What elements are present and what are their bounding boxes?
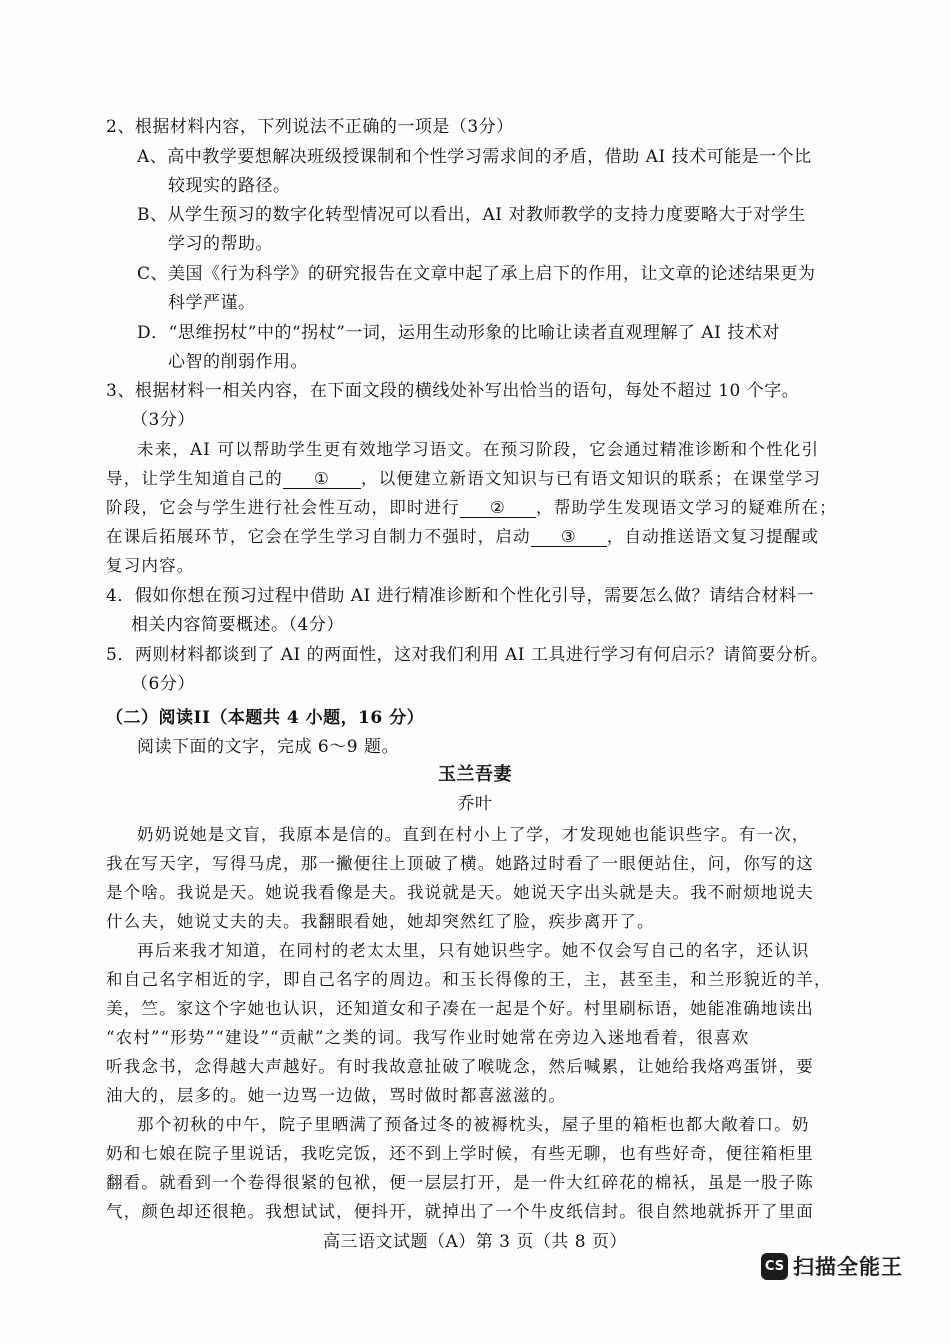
q3-passage-line: 未来，AI 可以帮助学生更有效地学习语文。在预习阶段，它会通过精准诊断和个性化引 — [137, 440, 820, 459]
q3-passage-line: 复习内容。 — [106, 556, 195, 575]
watermark-text: 扫描全能王 — [793, 1255, 903, 1279]
story-line: 听我念书，念得越大声越好。有时我故意扯破了喉咙念，然后喊累，让她给我烙鸡蛋饼，要 — [106, 1057, 814, 1076]
story-line: 我在写天字，写得马虎，那一撇便往上顶破了横。她路过时看了一眼便站住，问，你写的这 — [106, 854, 814, 873]
story-line: 奶奶说她是文盲，我原本是信的。直到在村小上了学，才发现她也能识些字。有一次， — [137, 825, 810, 844]
q2-option-b: B、从学生预习的数字化转型情况可以看出，AI 对教师教学的支持力度要略大于对学生 — [137, 205, 806, 225]
q5-stem: 5．两则材料都谈到了 AI 的两面性，这对我们利用 AI 工具进行学习有何启示？请简要分析。 — [106, 645, 829, 665]
q3-score: （3分） — [131, 410, 195, 430]
q2-stem: 2、根据材料内容，下列说法不正确的一项是（3分） — [106, 117, 514, 137]
q3-blank-1: ① — [283, 470, 361, 489]
q3-passage-text: ，帮助学生发现语文学习的疑难所在； — [536, 498, 837, 517]
q3-passage-text: 导，让学生知道自己的 — [106, 469, 283, 488]
story-line: 气，颜色却还很艳。我想试试，便抖开，就掉出了一个牛皮纸信封。很自然地就拆开了里面 — [106, 1202, 814, 1221]
story-line: 奶和七娘在院子里说话，我吃完饭，还不到上学时候，有些无聊，也有些好奇，便往箱柜里 — [106, 1144, 814, 1163]
q3-passage-line — [106, 469, 821, 489]
story-line: 油大的，层多的。她一边骂一边做，骂时做时都喜滋滋的。 — [106, 1086, 567, 1105]
scanner-watermark — [761, 1251, 903, 1281]
q2-option-a: A、高中教学要想解决班级授课制和个性学习需求间的矛盾，借助 AI 技术可能是一个比 — [137, 147, 812, 167]
story-line: 翻看。就看到一个卷得很紧的包袱，便一层层打开，是一件大红碎花的棉袄，虽是一股子陈 — [106, 1173, 814, 1192]
q2-option-b-cont: 学习的帮助。 — [168, 234, 273, 254]
q3-passage-text: 阶段，它会与学生进行社会性互动，即时进行 — [106, 498, 460, 517]
q2-option-d: D．“思维拐杖”中的“拐杖”一词，运用生动形象的比喻让读者直观理解了 AI 技术对 — [137, 323, 780, 343]
page-footer: 高三语文试题（A）第 3 页（共 8 页） — [322, 1232, 628, 1252]
story-line: 那个初秋的中午，院子里晒满了预备过冬的被褥枕头，屋子里的箱柜也都大敞着口。奶 — [137, 1115, 810, 1134]
story-line: 美，竺。家这个字她也认识，还知道女和子凑在一起是个好。村里刷标语，她能准确地读出 — [106, 999, 814, 1018]
story-title: 玉兰吾妻 — [438, 764, 512, 785]
section-instruction: 阅读下面的文字，完成 6～9 题。 — [137, 737, 399, 757]
q2-option-a-cont: 较现实的路径。 — [168, 176, 291, 196]
story-line: 再后来我才知道，在同村的老太太里，只有她识些字。她不仅会写自己的名字，还认识 — [137, 941, 810, 960]
q4-stem-cont: 相关内容简要概述。（4分） — [131, 615, 344, 635]
q3-blank-2: ② — [460, 499, 536, 518]
q3-blank-3: ③ — [531, 528, 607, 547]
story-line: 和自己名字相近的字，即自己名字的周边。和玉长得像的王，主，甚至圭，和兰形貌近的羊， — [106, 970, 832, 989]
q2-option-d-cont: 心智的削弱作用。 — [168, 352, 308, 372]
q2-option-c: C、美国《行为科学》的研究报告在文章中起了承上启下的作用，让文章的论述结果更为 — [137, 264, 816, 284]
camscanner-logo-icon: CS — [761, 1253, 788, 1280]
q3-stem: 3、根据材料一相关内容，在下面文段的横线处补写出恰当的语句，每处不超过 10 个字。 — [106, 381, 800, 401]
q5-stem-cont: （6分） — [131, 674, 195, 694]
story-line: 什么夫，她说丈夫的夫。我翻眼看她，她却突然红了脸，疾步离开了。 — [106, 912, 655, 931]
story-author: 乔叶 — [457, 794, 493, 814]
q3-passage-text: ，以便建立新语文知识与已有语文知识的联系；在课堂学习 — [361, 469, 822, 488]
q3-passage-text: 在课后拓展环节，它会在学生学习自制力不强时，启动 — [106, 527, 531, 546]
story-line: “农村”“形势”“建设”“贡献”之类的词。我写作业时她常在旁边入迷地看着，很喜欢 — [106, 1028, 750, 1047]
story-line: 是个啥。我说是天。她说我看像是夫。我说就是天。她说天字出头就是夫。我不耐烦地说夫 — [106, 883, 814, 902]
q3-passage-line — [106, 527, 819, 547]
q4-stem: 4．假如你想在预习过程中借助 AI 进行精准诊断和个性化引导，需要怎么做？请结合材料一 — [106, 586, 815, 606]
q3-passage-text: ，自动推送语文复习提醒或 — [606, 527, 820, 546]
q2-option-c-cont: 科学严谨。 — [168, 293, 256, 313]
q3-passage-line — [106, 498, 837, 518]
section-heading: （二）阅读II（本题共 4 小题，16 分） — [106, 708, 425, 728]
